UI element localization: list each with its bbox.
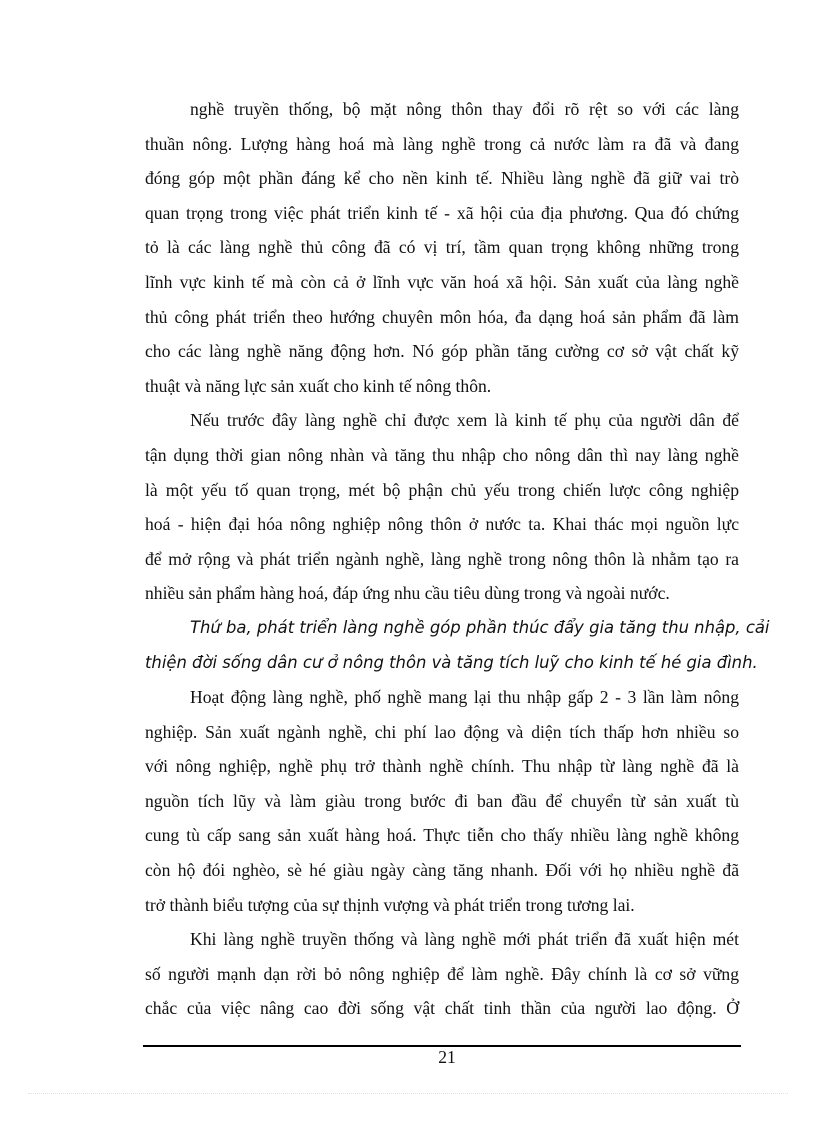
paragraph-line: Thứ ba, phát triển làng nghề góp phần thúc đẩy gia tăng thu nhập, cải xyxy=(190,617,770,637)
paragraph-line: thuần nông. Lượng hàng hoá mà làng nghề trong cả nước làm ra đã và đang xyxy=(145,133,739,154)
paragraph-line: số người mạnh dạn rời bỏ nông nghiệp để làm nghề. Đây chính là cơ sở vững xyxy=(145,963,739,984)
paragraph-line: Hoạt động làng nghề, phố nghề mang lại thu nhập gấp 2 - 3 lần làm nông xyxy=(190,687,739,708)
paragraph xyxy=(145,922,739,1026)
paragraph-line: trở thành biểu tượng của sự thịnh vượng và phát triển trong tương lai. xyxy=(145,894,635,915)
paragraph-line: cung tù cấp sang sản xuất hàng hoá. Thực tiễn cho thấy nhiều làng nghề không xyxy=(145,825,739,846)
paragraph-line: Nếu trước đây làng nghề chỉ được xem là kinh tế phụ của người dân để xyxy=(190,410,739,431)
page-edge xyxy=(28,1093,788,1094)
paragraph-line: tỏ là các làng nghề thủ công đã có vị trí, tầm quan trọng không những trong xyxy=(145,237,739,258)
paragraph-line: còn hộ đói nghèo, sè hé giàu ngày càng tăng nhanh. Đối với họ nhiều nghề đã xyxy=(145,860,739,881)
paragraph-line: nghề truyền thống, bộ mặt nông thôn thay đổi rõ rệt so với các làng xyxy=(190,99,739,119)
body-text xyxy=(145,92,770,1026)
paragraph-line: nhiều sản phẩm hàng hoá, đáp ứng nhu cầu tiêu dùng trong và ngoài nước. xyxy=(145,583,670,604)
paragraph-line: chắc của việc nâng cao đời sống vật chất tinh thần của người lao động. Ở xyxy=(145,998,739,1019)
paragraph-line: quan trọng trong việc phát triển kinh tế - xã hội của địa phương. Qua đó chứng xyxy=(145,202,739,223)
paragraph-line: đóng góp một phần đáng kể cho nền kinh tế. Nhiều làng nghề đã giữ vai trò xyxy=(145,168,739,189)
paragraph xyxy=(145,92,739,403)
paragraph-line: tận dụng thời gian nông nhàn và tăng thu nhập cho nông dân thì nay làng nghề xyxy=(145,444,739,465)
paragraph xyxy=(145,611,770,680)
paragraph-line: với nông nghiệp, nghề phụ trở thành nghề chính. Thu nhập từ làng nghề đã là xyxy=(145,756,739,777)
page-number: 21 xyxy=(438,1047,456,1067)
paragraph-line: nghiệp. Sản xuất ngành nghề, chi phí lao động và diện tích thấp hơn nhiều so xyxy=(145,721,739,742)
paragraph-line: lĩnh vực kinh tế mà còn cả ở lĩnh vực văn hoá xã hội. Sản xuất của làng nghề xyxy=(145,271,739,292)
paragraph-line: để mở rộng và phát triển ngành nghề, làng nghề trong nông thôn là nhằm tạo ra xyxy=(145,548,739,569)
paragraph xyxy=(145,680,739,922)
paragraph-line: thiện đời sống dân cư ở nông thôn và tăng tích luỹ cho kinh tế hé gia đình. xyxy=(145,652,758,672)
paragraph xyxy=(145,403,739,611)
paragraph-line: thủ công phát triển theo hướng chuyên môn hóa, đa dạng hoá sản phẩm đã làm xyxy=(145,306,739,327)
paragraph-line: thuật và năng lực sản xuất cho kinh tế nông thôn. xyxy=(145,375,492,396)
paragraph-line: cho các làng nghề năng động hơn. Nó góp phần tăng cường cơ sở vật chất kỹ xyxy=(145,341,739,362)
paragraph-line: Khi làng nghề truyền thống và làng nghề mới phát triển đã xuất hiện mét xyxy=(190,929,739,950)
paragraph-line: hoá - hiện đại hóa nông nghiệp nông thôn ở nước ta. Khai thác mọi nguồn lực xyxy=(145,514,739,535)
paragraph-line: nguồn tích lũy và làm giàu trong bước đi ban đầu để chuyển từ sản xuất tù xyxy=(145,790,739,811)
paragraph-line: là một yếu tố quan trọng, mét bộ phận chủ yếu trong chiến lược công nghiệp xyxy=(145,479,739,500)
